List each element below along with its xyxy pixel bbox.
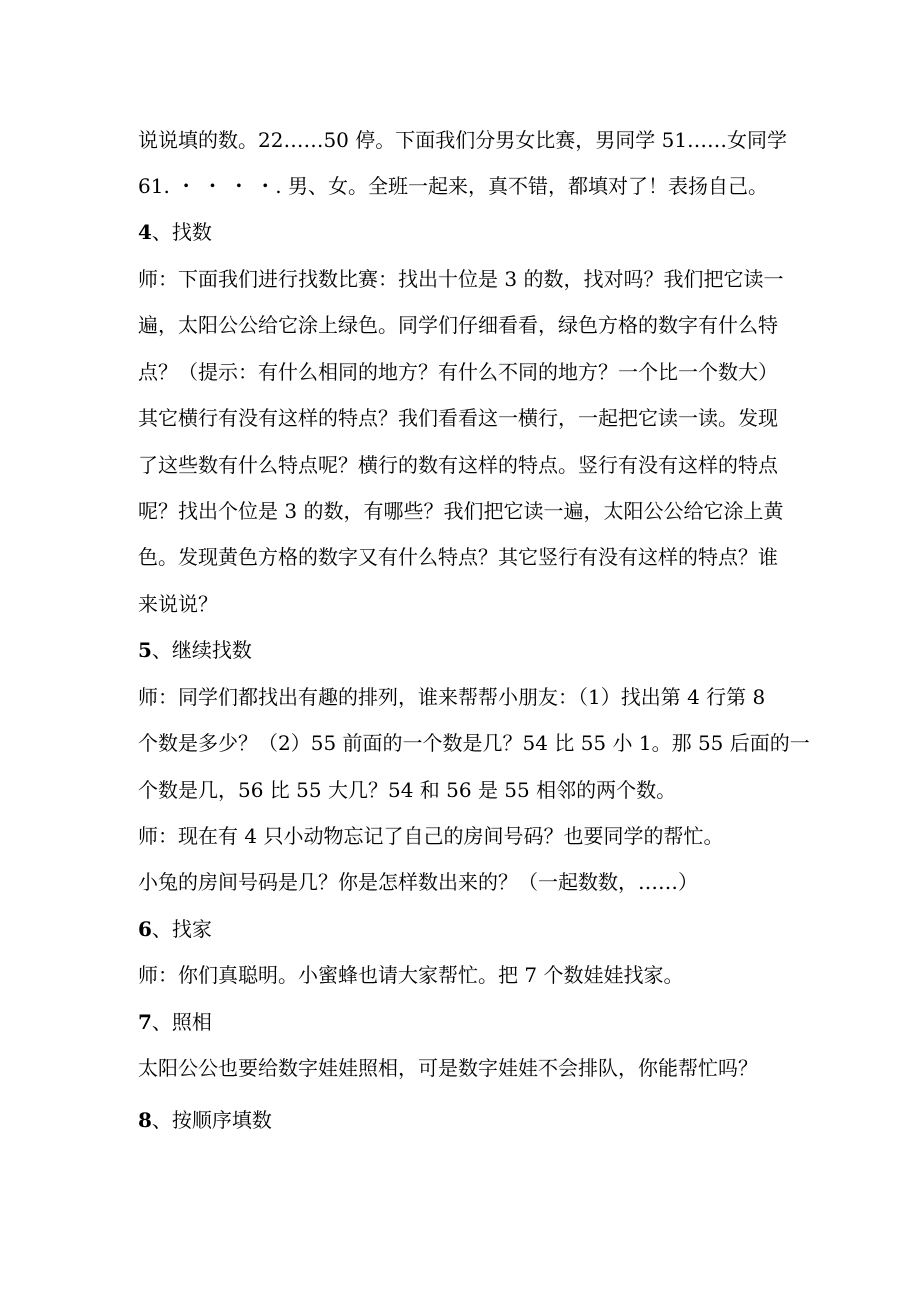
paragraph-line: 来说说？ <box>138 592 218 616</box>
paragraph-line: 师：下面我们进行找数比赛：找出十位是 3 的数，找对吗？我们把它读一 <box>138 267 784 291</box>
section-heading-7 <box>138 1009 798 1035</box>
paragraph-line: 小兔的房间号码是几？你是怎样数出来的？（一起数数，……） <box>138 870 698 894</box>
section-heading-6 <box>138 916 798 942</box>
section-heading-8 <box>138 1107 798 1133</box>
paragraph-line: 61. ・ ・ ・ ・. 男、女。全班一起来，真不错，都填对了！表扬自己。 <box>138 174 768 198</box>
paragraph-line: 个数是几，56 比 55 大几？54 和 56 是 55 相邻的两个数。 <box>138 778 677 802</box>
section-heading-5 <box>138 637 798 663</box>
paragraph-line: 呢？找出个位是 3 的数，有哪些？我们把它读一遍，太阳公公给它涂上黄 <box>138 499 784 523</box>
heading-text: 、找数 <box>151 220 212 244</box>
paragraph-line: 了这些数有什么特点呢？横行的数有这样的特点。竖行有没有这样的特点 <box>138 453 778 477</box>
heading-text: 、找家 <box>151 917 212 941</box>
heading-number: 8 <box>138 1108 152 1132</box>
heading-text: 、照相 <box>151 1010 212 1034</box>
paragraph-line: 师：同学们都找出有趣的排列，谁来帮帮小朋友：（1）找出第 4 行第 8 <box>138 685 766 709</box>
paragraph-line: 太阳公公也要给数字娃娃照相，可是数字娃娃不会排队，你能帮忙吗？ <box>138 1056 758 1080</box>
heading-number: 7 <box>138 1010 152 1034</box>
heading-text: 、继续找数 <box>151 638 252 662</box>
paragraph-line: 点？（提示：有什么相同的地方？有什么不同的地方？一个比一个数大） <box>138 360 778 384</box>
paragraph-line: 个数是多少？（2）55 前面的一个数是几？54 比 55 小 1。那 55 后面的一 <box>138 731 810 755</box>
paragraph-line: 师：你们真聪明。小蜜蜂也请大家帮忙。把 7 个数娃娃找家。 <box>138 963 684 987</box>
heading-number: 5 <box>138 638 152 662</box>
paragraph-line: 说说填的数。22……50 停。下面我们分男女比赛，男同学 51……女同学 <box>138 128 788 152</box>
paragraph-line: 色。发现黄色方格的数字又有什么特点？其它竖行有没有这样的特点？谁 <box>138 545 778 569</box>
paragraph-line: 遍，太阳公公给它涂上绿色。同学们仔细看看，绿色方格的数字有什么特 <box>138 313 778 337</box>
heading-number: 6 <box>138 917 152 941</box>
section-heading-4 <box>138 219 798 245</box>
heading-text: 、按顺序填数 <box>151 1108 272 1132</box>
heading-number: 4 <box>138 220 152 244</box>
paragraph-line: 师：现在有 4 只小动物忘记了自己的房间号码？也要同学的帮忙。 <box>138 824 724 848</box>
paragraph-line: 其它横行有没有这样的特点？我们看看这一横行，一起把它读一读。发现 <box>138 406 778 430</box>
